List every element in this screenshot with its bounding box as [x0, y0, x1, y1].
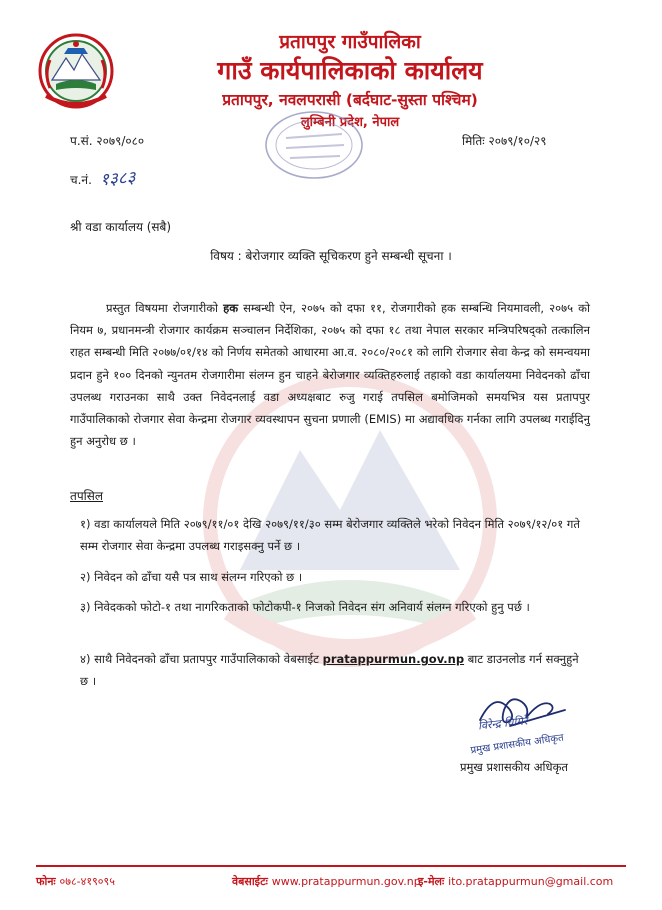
body-paragraph-part-1: प्रस्तुत विषयमा रोजगारीको	[106, 301, 224, 315]
schedule-item-3: ३) निवेदकको फोटो-१ तथा नागरिकताको फोटोकपी-१ निजको निवेदन संग अनिवार्य संलग्न गरिएको हुनु पर्छ ।	[80, 600, 530, 614]
footer-phone-value: ०७८-४१९०९५	[59, 875, 115, 888]
schedule-heading: तपसिल	[70, 489, 104, 503]
signatory-stamp-text: प्रमुख प्रशासकीय अधिकृत	[469, 732, 565, 757]
body-paragraph-bold-word: हक	[223, 301, 239, 315]
letterhead-province: लुम्बिनी प्रदेश, नेपाल	[300, 115, 400, 130]
reference-number: प.सं. २०७९/०८०	[70, 134, 145, 148]
subject-line: विषय : बेरोजगार व्यक्ति सूचिकरण हुने सम्बन्धी सूचना ।	[210, 249, 452, 263]
nepal-emblem-icon	[36, 30, 116, 112]
dispatch-label: च.नं.	[70, 173, 92, 187]
footer-email	[418, 874, 613, 889]
schedule-item-2: २) निवेदन को ढाँचा यसै पत्र साथ संलग्न गरिएको छ ।	[80, 570, 303, 584]
footer-phone	[36, 874, 115, 889]
letterhead-line-1: प्रतापपुर गाउँपालिका	[279, 31, 421, 53]
footer-divider	[36, 865, 626, 867]
dispatch-number-handwritten: १३८३	[99, 167, 136, 191]
schedule-item-1: १) वडा कार्यालयले मिति २०७९/११/०१ देखि २०७९/११/३० सम्म बेरोजगार व्यक्तिले भरेको निवेदन मिति २०७९/१२/०१ गते सम्म रोजगार सेवा केन्द्रमा उपलब्ध गराइसक्नु पर्ने छ ।	[80, 517, 580, 553]
schedule-item-4-part-2: बाट डाउनलोड गर्न सक्नुहुने छ ।	[80, 652, 579, 688]
signatory-name: विरेन्द्र घिमिरे	[477, 714, 529, 733]
website-link[interactable]: pratappurmun.gov.np	[322, 652, 465, 666]
letter-date: मितिः २०७९/१०/२९	[462, 134, 547, 148]
footer-email-value[interactable]: ito.pratappurmun@gmail.com	[448, 875, 614, 888]
footer-email-label: इ-मेलः	[418, 875, 445, 888]
office-stamp-icon	[262, 108, 366, 182]
letterhead-address: प्रतापपुर, नवलपरासी (बर्दघाट-सुस्ता पश्चिम)	[222, 91, 478, 109]
footer-website-label: वेबसाईटः	[232, 875, 268, 888]
letterhead-office-title: गाउँ कार्यपालिकाको कार्यालय	[217, 56, 483, 85]
schedule-item-4-part-1: ४) साथै निवेदनको ढाँचा प्रतापपुर गाउँपालिकाको वेबसाईट	[80, 652, 323, 666]
body-paragraph-part-2: सम्बन्धी ऐन, २०७५ को दफा ११, रोजगारीको हक सम्बन्धि नियमावली, २०७५ को नियम ७, प्रधानमन्त्री रोजगार कार्यक्रम सञ्चालन निर्देशिका, २०७५ को दफा १८ तथा नेपाल सरकार मन्त्रिपरिषद्को तत्कालिन राहत सम्बन्धी मिति २०७७/०१/१४ को निर्णय समेतको आधारमा आ.व. २०८०/२०८१ को लागि रोजगार सेवा केन्द्र को समन्वयमा प्रदान हुने १०० दिनको न्युनतम रोजगारीमा संलग्न हुन चाहने बेरोजगार व्यक्तिहरुलाई तहाको वडा कार्यालयमा निवेदनको ढाँचा उपलब्ध गराउनका साथै उक्त निवेदनलाई वडा अध्यक्षबाट रुजु गराई तपसिल बमोजिमको समयभित्र यस प्रतापपुर गाउँपालिकाको रोजगार सेवा केन्द्रमा रोजगार व्यवस्थापन सुचना प्रणाली (EMIS) मा अद्यावधिक गर्नका लागि उपलब्ध गराईदिनु हुन अनुरोध छ ।	[70, 301, 590, 449]
addressee: श्री वडा कार्यालय (सबै)	[70, 220, 172, 234]
dispatch-number	[70, 166, 135, 189]
footer-website-value[interactable]: www.pratappurmun.gov.np	[271, 875, 421, 888]
body-paragraph	[70, 297, 590, 452]
footer-phone-label: फोनः	[36, 875, 56, 888]
footer-website	[232, 874, 421, 889]
signatory-designation: प्रमुख प्रशासकीय अधिकृत	[460, 760, 568, 774]
